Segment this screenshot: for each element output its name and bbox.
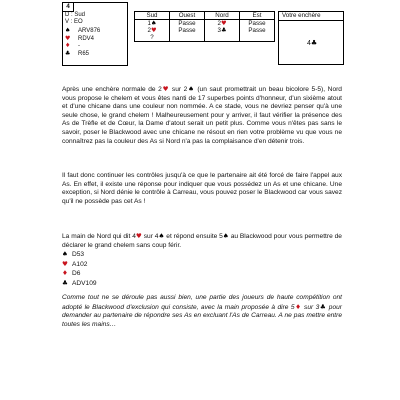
club-icon: ♣ [319,302,327,311]
vulnerability-label: V : EO [65,19,83,25]
hand-cards: - [78,43,80,49]
heart-icon: ♥ [150,27,157,34]
north-hand-cards: ADV109 [72,279,97,287]
north-hand-cards: D6 [72,270,81,278]
north-hand-row [62,269,97,279]
bidding-cell [240,34,275,42]
bidding-cell: 1♠ [135,20,170,28]
bidding-header-row [135,12,275,20]
spade-icon: ♠ [150,20,157,27]
heart-icon: ♥ [65,34,71,42]
bidding-cell: 2♥ [135,27,170,34]
spade-icon: ♠ [222,232,229,240]
north-hand-row [62,279,97,289]
spade-icon: ♠ [187,85,195,93]
heart-icon: ♥ [161,85,170,93]
diamond-icon: ♦ [294,302,302,311]
bidding-cell: Passe [170,27,205,34]
bidding-cell: Passe [240,20,275,28]
hand-cards: RDV4 [78,35,95,42]
hand-cards: ARV876 [78,28,101,34]
deal-box [62,2,128,66]
bidding-cell: ? [135,34,170,42]
hand-row [65,50,89,58]
diamond-icon: ♦ [65,42,71,49]
bidding-cell: Passe [240,27,275,34]
spade-icon: ♠ [62,250,68,258]
club-icon: ♣ [310,39,318,47]
bidding-cell [170,34,205,42]
north-hand-row [62,260,97,270]
your-bid [307,39,317,47]
heart-icon: ♥ [62,259,68,268]
club-icon: ♣ [65,49,71,57]
club-icon: ♣ [220,27,227,34]
dealer-label: D : Sud [65,12,86,18]
paragraph-1: Après une enchère normale de 2♥ sur 2♠ (un saut promettrait un beau bicolore 5-5), Nord vous propose le chelem et vous êtes nanti de 17 superbes points d'honneur, d'un sixième atout et d'une chicane dans une couleur non nommée. A ce stade, vous ne devriez penser qu'à une seule chose, le grand chelem ! Malheureusement pour y arriver, il faut vérifier la présence des As de Trèfle et de Cœur, la Dame d'atout serait un petit plus. Comme vous n'êtes pas sans le savoir, poser le Blackwood avec une chicane ne résout en rien votre problème vu que vous ne connaîtrez pas la couleur des As si Nord n'a pas la complaisance d'en détenir trois. [62,85,342,145]
your-bid-label: Votre enchère [279,12,343,21]
bidding-header-cell: Ouest [170,12,205,20]
paragraph-4: Comme tout ne se déroule pas aussi bien, une partie des joueurs de haute compétition ont adopté le Blackwood d'exclusion qui consiste, avec la main proposée à dire 5♦ sur 3♣ pour demander au partenaire de répondre ses As en excluant l'As de Carreau. A ne pas mettre entre toutes les mains… [62,294,342,328]
bidding-row [135,34,275,42]
north-hand-cards: D53 [72,251,85,258]
bidding-row [135,20,275,28]
hand-cards: R65 [78,50,90,57]
bidding-header-cell: Nord [205,12,240,20]
diamond-icon: ♦ [62,269,68,278]
bidding-cell: 2♥ [205,20,240,28]
your-bid-box [278,11,344,65]
bidding-cell: Passe [170,20,205,28]
spade-icon: ♠ [65,27,71,34]
bidding-header-cell: Sud [135,12,170,20]
bidding-cell [205,34,240,42]
heart-icon: ♥ [135,232,142,240]
bidding-cell: 3♣ [205,27,240,34]
north-hand-cards: A102 [72,260,88,268]
heart-icon: ♥ [220,20,227,27]
bidding-header-cell: Est [240,12,275,20]
bidding-table [134,11,275,42]
your-bid-level: 4 [307,40,311,47]
spade-icon: ♠ [158,232,165,240]
north-hand [62,250,97,288]
paragraph-3: La main de Nord qui dit 4♥ sur 4♠ et répond ensuite 5♠ au Blackwood pour vous permettre de déclarer le grand chelem sans coup férir. [62,232,342,249]
north-hand-row [62,250,97,260]
deal-number: 4 [63,3,74,12]
paragraph-2: Il faut donc continuer les contrôles jusqu'à ce que le partenaire ait été forcé de faire l'appel aux As. En effet, il existe une réponse pour indiquer que vous possédez un As et une chicane. Une exception, si Nord dénie le contrôle à Carreau, vous pouvez poser le Blackwood car vous savez qu'il ne possède pas cet As ! [62,172,342,205]
club-icon: ♣ [62,278,68,287]
bidding-row [135,27,275,34]
